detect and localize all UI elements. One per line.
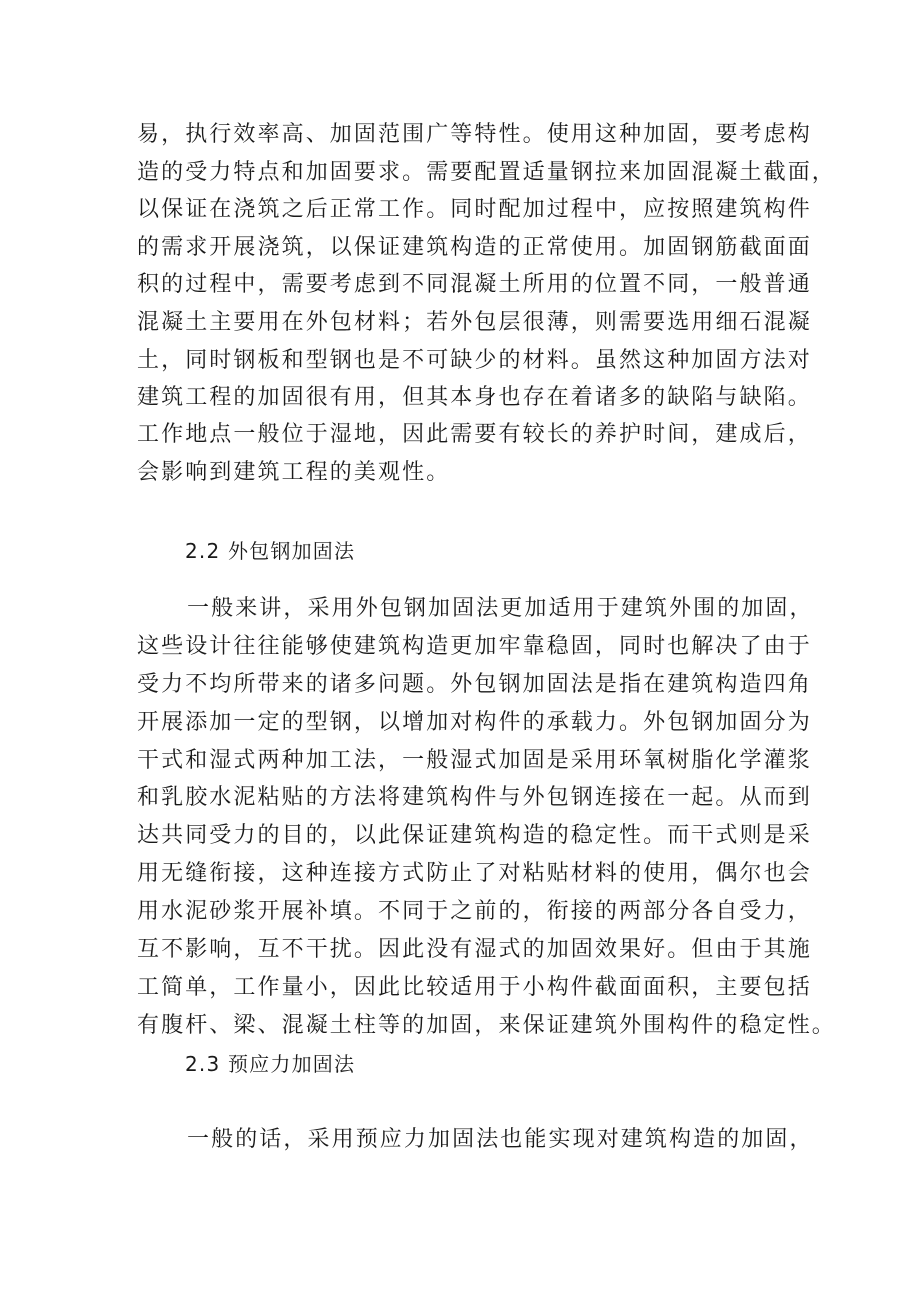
text-line: 一般来讲，采用外包钢加固法更加适用于建筑外围的加固， — [187, 596, 814, 621]
text-line: 一般的话，采用预应力加固法也能实现对建筑构造的加固， — [187, 1127, 814, 1152]
text-line: 易，执行效率高、加固范围广等特性。使用这种加固，要考虑构 — [137, 122, 812, 147]
text-line: 的需求开展浇筑，以保证建筑构造的正常使用。加固钢筋截面面 — [137, 235, 812, 260]
text-line: 造的受力特点和加固要求。需要配置适量钢拉来加固混凝土截面， — [137, 160, 836, 185]
text-line: 这些设计往往能够使建筑构造更加牢靠稳固，同时也解决了由于 — [137, 634, 812, 659]
text-line: 工简单，工作量小，因此比较适用于小构件截面面积，主要包括 — [137, 975, 812, 1000]
text-line: 混凝土主要用在外包材料；若外包层很薄，则需要选用细石混凝 — [137, 310, 812, 335]
text-line: 有腹杆、梁、混凝土柱等的加固，来保证建筑外围构件的稳定性。 — [137, 1013, 836, 1038]
section-heading-2-2: 2.2 外包钢加固法 — [185, 539, 356, 563]
text-line: 用无缝衔接，这种连接方式防止了对粘贴材料的使用，偶尔也会 — [137, 861, 812, 886]
text-line: 会影响到建筑工程的美观性。 — [137, 460, 451, 485]
text-line: 受力不均所带来的诸多问题。外包钢加固法是指在建筑构造四角 — [137, 672, 812, 697]
text-line: 建筑工程的加固很有用，但其本身也存在着诸多的缺陷与缺陷。 — [137, 385, 812, 410]
text-line: 开展添加一定的型钢，以增加对构件的承载力。外包钢加固分为 — [137, 710, 812, 735]
text-line: 和乳胶水泥粘贴的方法将建筑构件与外包钢连接在一起。从而到 — [137, 785, 812, 810]
text-line: 以保证在浇筑之后正常工作。同时配加过程中，应按照建筑构件 — [137, 197, 812, 222]
text-line: 互不影响，互不干扰。因此没有湿式的加固效果好。但由于其施 — [137, 937, 812, 962]
text-line: 工作地点一般位于湿地，因此需要有较长的养护时间，建成后， — [137, 422, 812, 447]
text-line: 土，同时钢板和型钢也是不可缺少的材料。虽然这种加固方法对 — [137, 348, 812, 373]
text-line: 干式和湿式两种加工法，一般湿式加固是采用环氧树脂化学灌浆 — [137, 748, 812, 773]
text-line: 用水泥砂浆开展补填。不同于之前的，衔接的两部分各自受力， — [137, 899, 812, 924]
section-heading-2-3: 2.3 预应力加固法 — [185, 1052, 356, 1076]
text-line: 积的过程中，需要考虑到不同混凝土所用的位置不同，一般普通 — [137, 272, 812, 297]
text-line: 达共同受力的目的，以此保证建筑构造的稳定性。而干式则是采 — [137, 823, 812, 848]
